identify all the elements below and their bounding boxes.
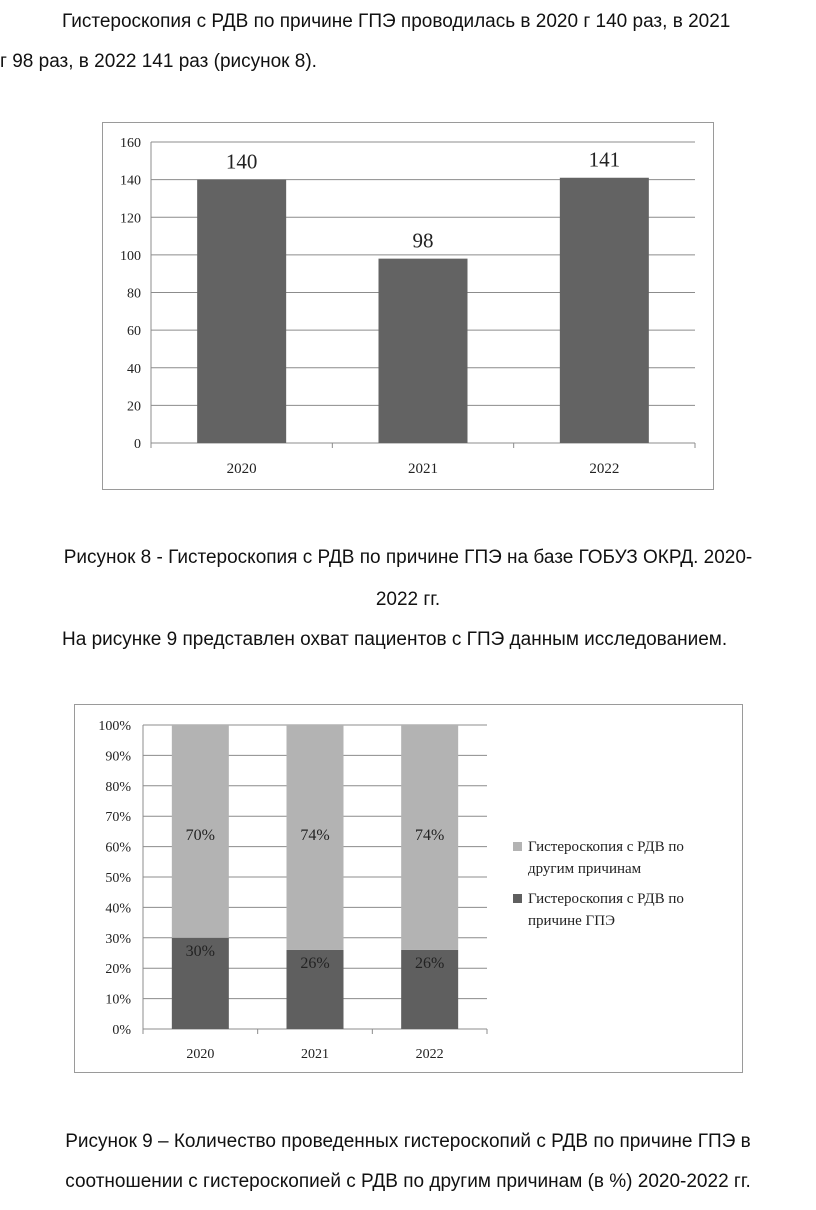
data-label: 26%: [300, 954, 330, 972]
x-tick-label: 2020: [226, 461, 257, 477]
figure-8-chart: [102, 122, 714, 490]
data-label: 30%: [185, 942, 215, 960]
y-tick-label: 20: [127, 399, 141, 415]
y-tick-label: 120: [120, 211, 141, 227]
figure-8-caption-line-1: Рисунок 8 - Гистероскопия с РДВ по причине ГПЭ на базе ГОБУЗ ОКРД. 2020-: [63, 547, 753, 568]
figure-8-svg: [103, 123, 713, 489]
y-tick-label: 0%: [112, 1023, 131, 1038]
x-tick-label: 2022: [415, 1047, 444, 1062]
y-tick-label: 70%: [105, 810, 131, 826]
y-tick-label: 90%: [105, 749, 131, 765]
paragraph-1-line-1: Гистероскопия с РДВ по причине ГПЭ проводилась в 2020 г 140 раз, в 2021: [62, 11, 731, 32]
y-tick-label: 100%: [98, 719, 131, 734]
y-tick-label: 80%: [105, 779, 131, 795]
bar: [560, 178, 649, 443]
y-tick-label: 60: [127, 324, 141, 340]
data-label: 74%: [300, 827, 330, 844]
data-label: 141: [588, 147, 621, 172]
x-tick-label: 2021: [408, 461, 438, 477]
y-tick-label: 100: [120, 248, 141, 264]
data-label: 98: [412, 228, 434, 253]
figure-9-svg: [75, 705, 742, 1072]
bar: [379, 259, 468, 443]
figure-9-caption-line-1: Рисунок 9 – Количество проведенных гистероскопий с РДВ по причине ГПЭ в: [65, 1131, 751, 1152]
data-label: 140: [225, 149, 258, 174]
legend-label: Гистероскопия с РДВ по: [528, 891, 684, 907]
y-tick-label: 20%: [105, 962, 131, 978]
x-tick-label: 2022: [589, 461, 620, 477]
legend-label: причине ГПЭ: [528, 913, 615, 929]
figure-9-chart: [74, 704, 743, 1073]
paragraph-1-line-2: г 98 раз, в 2022 141 раз (рисунок 8).: [0, 51, 317, 72]
data-label: 26%: [415, 954, 445, 972]
legend-label: другим причинам: [528, 861, 642, 877]
y-tick-label: 80: [127, 286, 141, 302]
y-tick-label: 30%: [105, 931, 131, 947]
legend-swatch: [513, 894, 522, 903]
y-tick-label: 10%: [105, 992, 131, 1008]
y-tick-label: 50%: [105, 871, 131, 886]
y-tick-label: 140: [120, 173, 141, 189]
legend-swatch: [513, 842, 522, 851]
data-label: 74%: [415, 827, 445, 844]
figure-9-caption-line-2: соотношении с гистероскопией с РДВ по другим причинам (в %) 2020-2022 гг.: [65, 1171, 751, 1192]
y-tick-label: 60%: [105, 840, 131, 856]
x-tick-label: 2021: [301, 1047, 329, 1062]
bar: [197, 180, 286, 443]
figure-8-caption-line-2: 2022 гг.: [375, 589, 441, 610]
legend-label: Гистероскопия с РДВ по: [528, 839, 684, 855]
data-label: 70%: [185, 827, 215, 844]
y-tick-label: 160: [120, 136, 141, 151]
y-tick-label: 40%: [105, 901, 131, 917]
y-tick-label: 0: [134, 437, 141, 452]
paragraph-2: На рисунке 9 представлен охват пациентов с ГПЭ данным исследованием.: [62, 629, 728, 650]
x-tick-label: 2020: [186, 1047, 215, 1062]
y-tick-label: 40: [127, 361, 141, 377]
